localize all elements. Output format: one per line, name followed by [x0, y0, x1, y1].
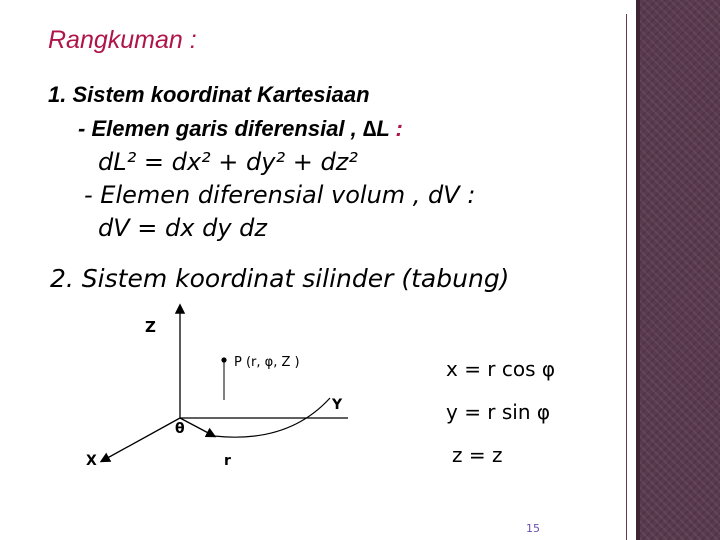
- item1-eq2: dV = dx dy dz: [98, 214, 267, 242]
- item1-eq1: dL² = dx² + dy² + dz²: [98, 148, 358, 176]
- y-label: Y: [332, 397, 343, 413]
- equation-y: y = r sin φ: [446, 400, 551, 424]
- decorative-band: [640, 0, 720, 540]
- item1-sub1-colon: :: [389, 116, 403, 141]
- x-axis: [102, 418, 180, 461]
- item1-sub2: - Elemen diferensial volum , dV :: [84, 181, 476, 209]
- theta-label: θ: [175, 421, 185, 437]
- r-vector: [180, 418, 214, 436]
- x-label: X: [86, 453, 97, 469]
- r-label: r: [224, 453, 231, 469]
- page-number: 15: [526, 522, 540, 535]
- equation-x: x = r cos φ: [446, 357, 556, 381]
- item1-sub1: [78, 116, 403, 142]
- point-p: [221, 357, 226, 362]
- equation-z: z = z: [452, 443, 503, 467]
- z-label: Z: [145, 318, 156, 336]
- item1-sub1-text: - Elemen garis diferensial , ∆L: [78, 116, 390, 141]
- slide-title: Rangkuman :: [48, 26, 197, 54]
- item2-heading: 2. Sistem koordinat silinder (tabung): [50, 264, 510, 293]
- point-label: P (r, φ, Z ): [234, 355, 300, 370]
- item1-heading: 1. Sistem koordinat Kartesiaan: [48, 82, 370, 107]
